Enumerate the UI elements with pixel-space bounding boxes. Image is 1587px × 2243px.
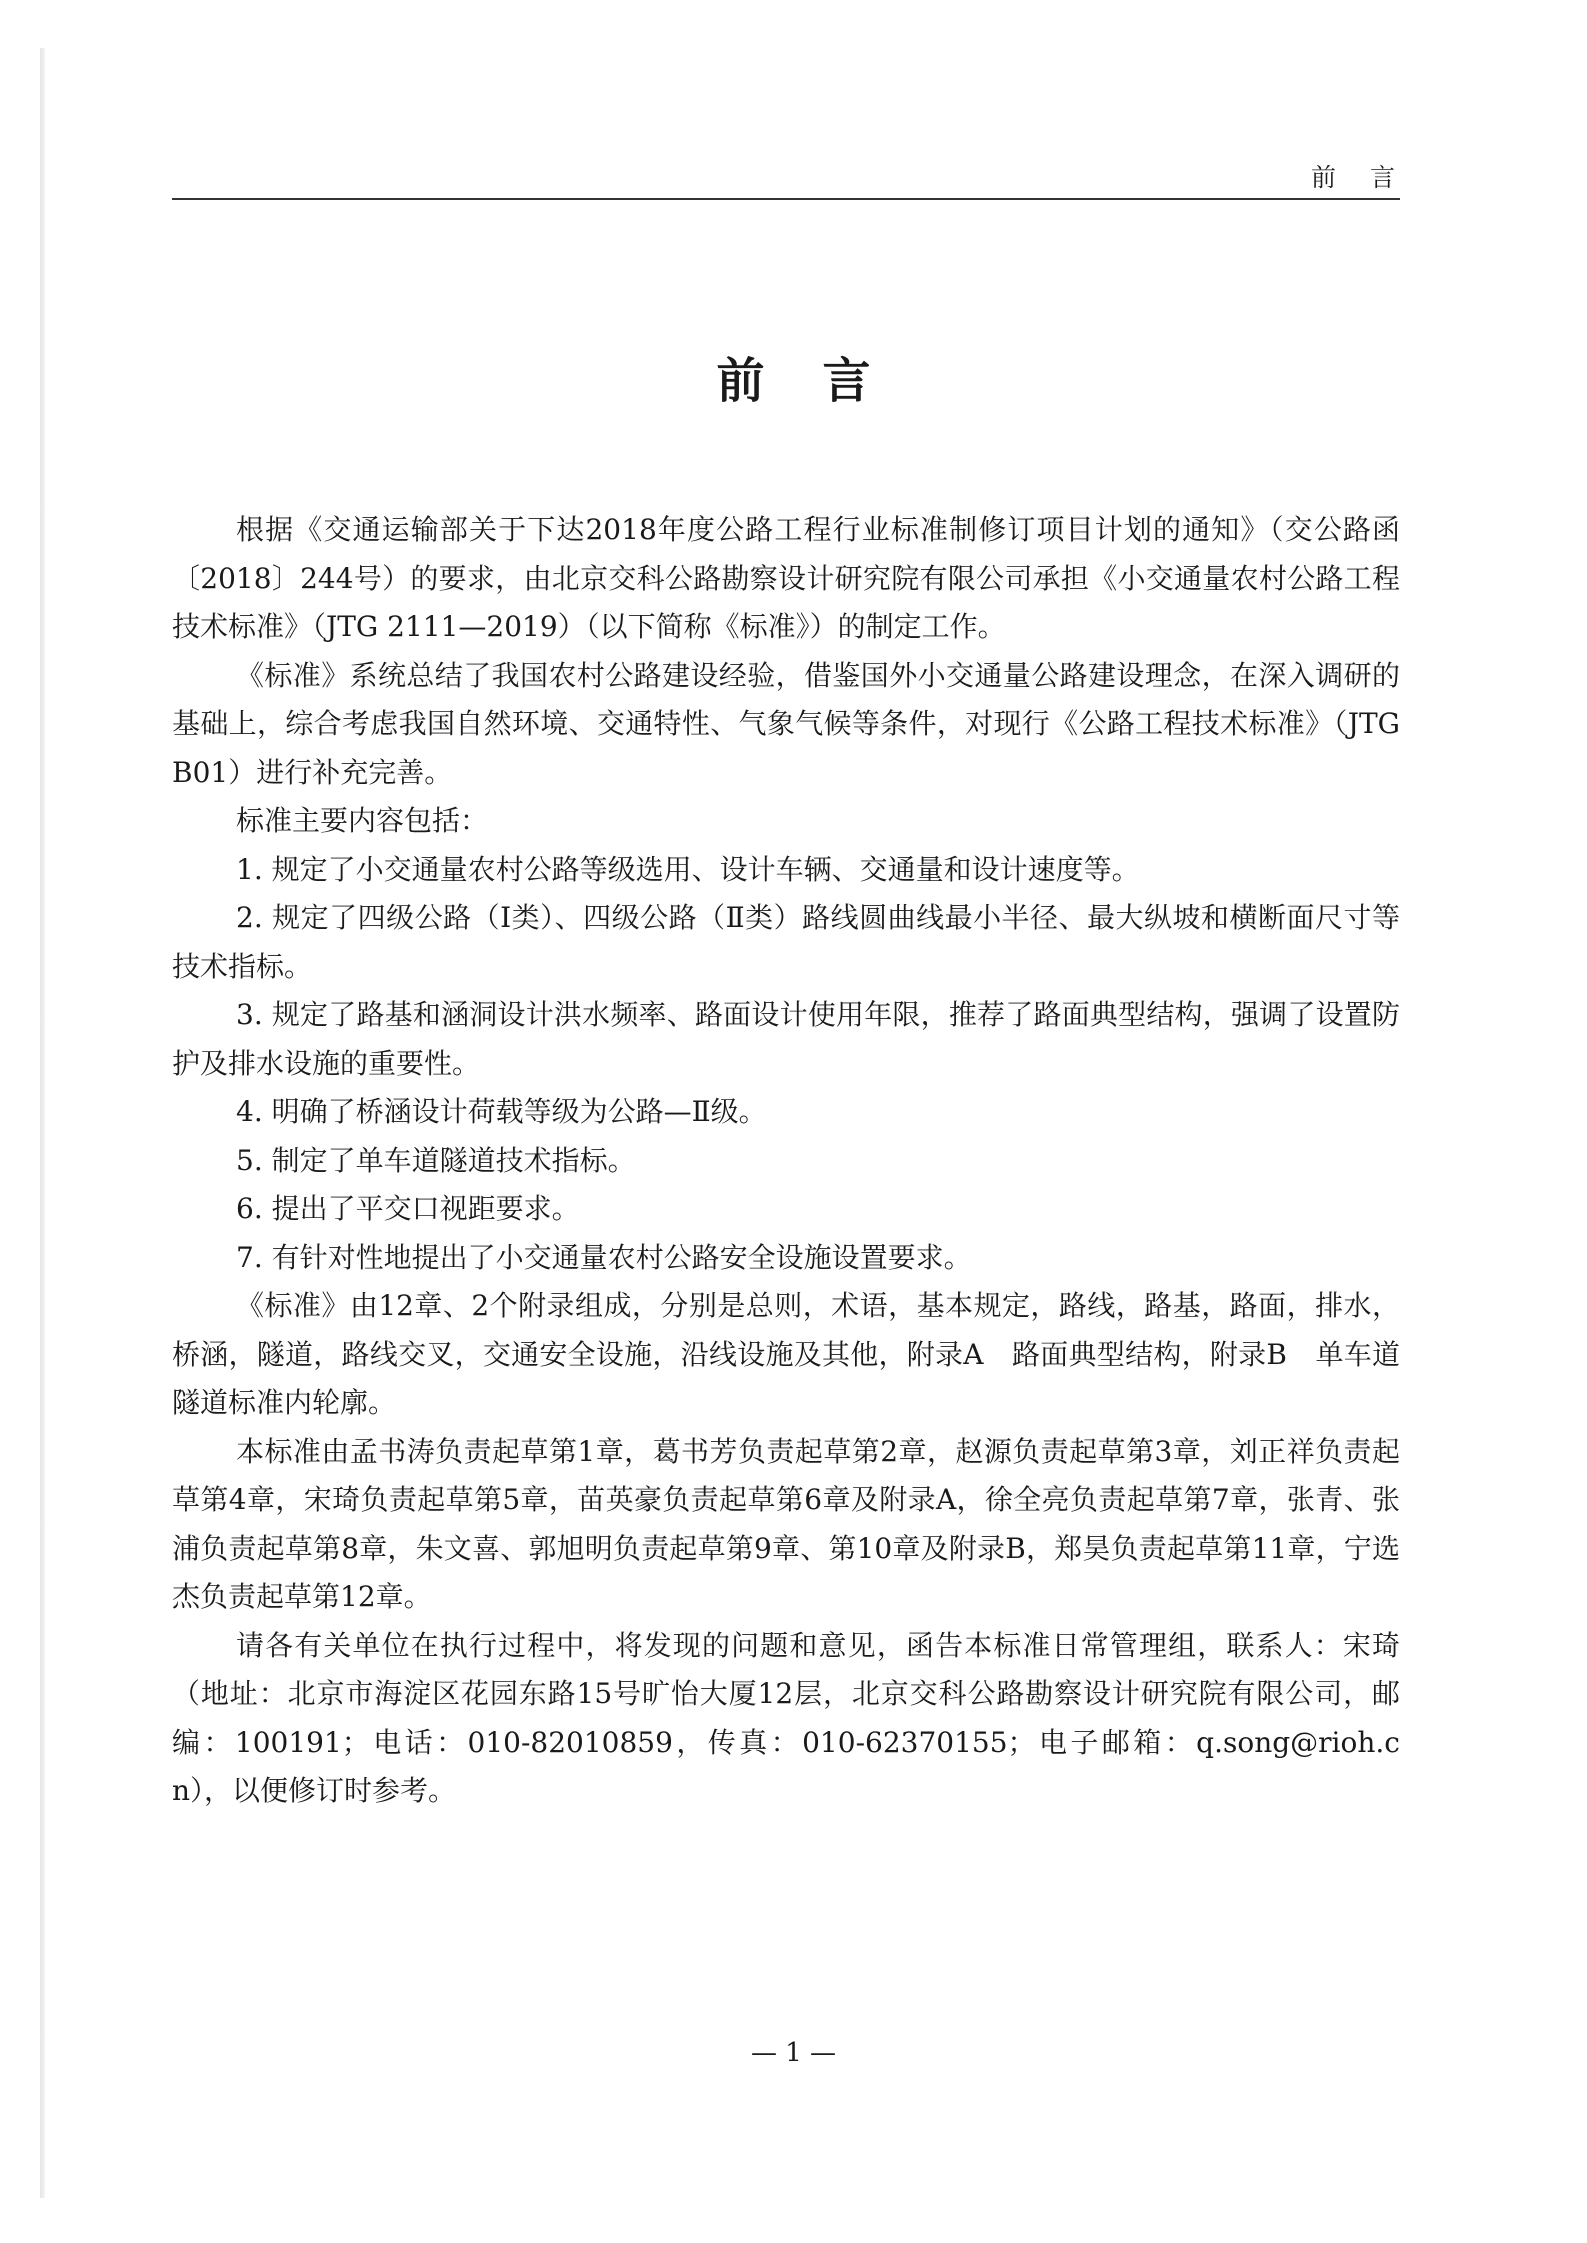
list-item-2: 2. 规定了四级公路（Ⅰ类）、四级公路（Ⅱ类）路线圆曲线最小半径、最大纵坡和横断面尺寸等技术指标。 [172, 901, 1400, 983]
paragraph-drafters: 本标准由孟书涛负责起草第1章，葛书芳负责起草第2章，赵源负责起草第3章，刘正祥负责起草第4章，宋琦负责起草第5章，苗英豪负责起草第6章及附录A，徐全亮负责起草第7章，张青、张浦负责起草第8章，朱文喜、郭旭明负责起草第9章、第10章及附录B，郑昊负责起草第11章，宁选杰负责起草第12章。 [172, 1434, 1400, 1613]
list-item-5: 5. 制定了单车道隧道技术指标。 [236, 1143, 636, 1177]
page-number: — 1 — [750, 2038, 837, 2068]
list-item-6: 6. 提出了平交口视距要求。 [236, 1192, 580, 1225]
paragraph-contact: 请各有关单位在执行过程中，将发现的问题和意见，函告本标准日常管理组，联系人：宋琦（地址：北京市海淀区花园东路15号旷怡大厦12层，北京交科公路勘察设计研究院有限公司，邮编：100191；电话：010-82010859，传真：010-62370155；电子邮箱：q.song@rioh.cn），以便修订时参考。 [172, 1628, 1400, 1807]
list-item-7: 7. 有针对性地提出了小交通量农村公路安全设施设置要求。 [236, 1240, 972, 1274]
running-header: 前言 [1310, 163, 1429, 192]
paragraph-contents-intro: 标准主要内容包括： [236, 804, 489, 837]
list-item-3: 3. 规定了路基和涵洞设计洪水频率、路面设计使用年限，推荐了路面典型结构，强调了设置防护及排水设施的重要性。 [172, 998, 1400, 1080]
paragraph-summary: 《标准》系统总结了我国农村公路建设经验，借鉴国外小交通量公路建设理念，在深入调研的基础上，综合考虑我国自然环境、交通特性、气象气候等条件，对现行《公路工程技术标准》（JTG B01）进行补充完善。 [172, 658, 1400, 789]
page-title: 前言 [716, 353, 929, 409]
paragraph-basis: 根据《交通运输部关于下达2018年度公路工程行业标准制修订项目计划的通知》（交公路函〔2018〕244号）的要求，由北京交科公路勘察设计研究院有限公司承担《小交通量农村公路工程技术标准》（JTG 2111—2019）（以下简称《标准》）的制定工作。 [172, 513, 1400, 643]
body-text [172, 506, 1400, 1816]
paragraph-structure: 《标准》由12章、2个附录组成，分别是总则，术语，基本规定，路线，路基，路面，排水，桥涵，隧道，路线交叉，交通安全设施，沿线设施及其他，附录A 路面典型结构，附录B 单车道隧道标准内轮廓。 [172, 1289, 1400, 1419]
list-item-4: 4. 明确了桥涵设计荷载等级为公路—Ⅱ级。 [236, 1095, 767, 1128]
header-rule [172, 198, 1400, 200]
list-item-1: 1. 规定了小交通量农村公路等级选用、设计车辆、交通量和设计速度等。 [236, 852, 1140, 886]
